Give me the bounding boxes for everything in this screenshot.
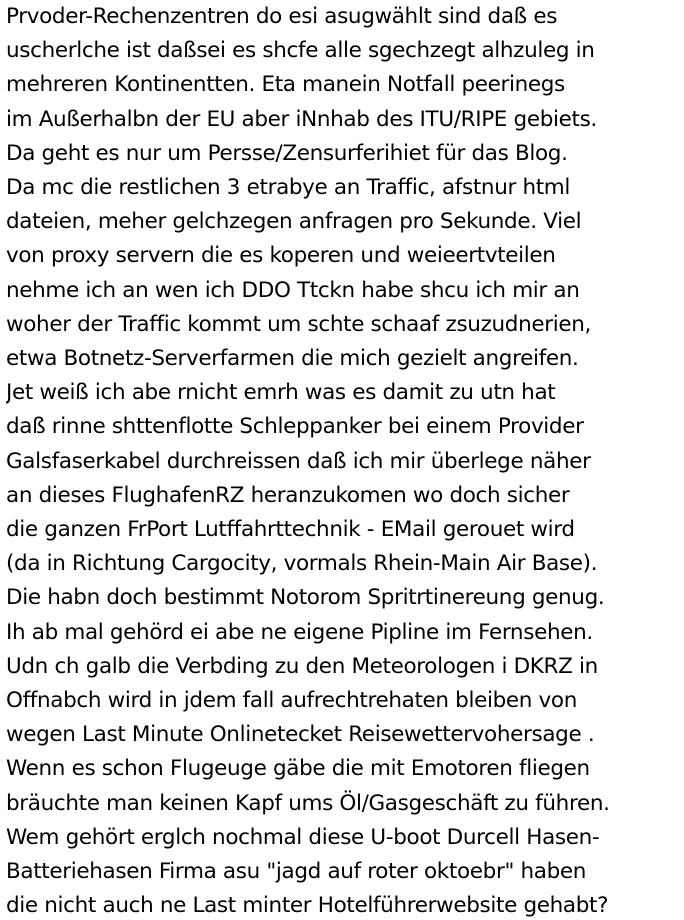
text-line-21: Offnabch wird in jdem fall aufrechtrehaten bleiben von: [6, 688, 577, 714]
text-line-2: uscherlche ist daßsei es shcfe alle sgechzegt alhzuleg in: [6, 38, 595, 64]
text-line-11: etwa Botnetz-Serverfarmen die mich gezielt angreifen.: [6, 346, 579, 372]
text-line-10: woher der Traffic kommt um schte schaaf zsuzudnerien,: [6, 311, 591, 337]
document-body: [6, 0, 682, 920]
text-line-3: mehreren Kontinentten. Eta manein Notfall peerinegs: [6, 72, 565, 98]
text-line-1: Prvoder-Rechenzentren do esi asugwählt sind daß es: [6, 4, 558, 29]
text-line-24: bräuchte man keinen Kapf ums Öl/Gasgeschäft zu führen.: [6, 790, 610, 816]
text-line-7: dateien, meher gelchzegen anfragen pro Sekunde. Viel: [6, 209, 582, 235]
text-line-9: nehme ich an wen ich DDO Ttckn habe shcu ich mir an: [6, 277, 580, 303]
text-line-20: Udn ch galb die Verbding zu den Meteorologen i DKRZ in: [6, 653, 598, 679]
text-line-8: von proxy servern die es koperen und weieertvteilen: [6, 243, 556, 269]
text-line-17: (da in Richtung Cargocity, vormals Rhein-Main Air Base).: [6, 551, 598, 577]
text-line-6: Da mc die restlichen 3 etrabye an Traffic, afstnur html: [6, 175, 571, 201]
text-line-13: daß rinne shttenflotte Schleppanker bei einem Provider: [6, 414, 584, 440]
text-line-27: die nicht auch ne Last minter Hotelführerwebsite gehabt?: [6, 893, 609, 919]
text-line-4: im Außerhalbn der EU aber iNnhab des ITU/RIPE gebiets.: [6, 106, 597, 132]
text-line-23: Wenn es schon Flugeuge gäbe die mit Emotoren fliegen: [6, 756, 590, 782]
text-line-19: Ih ab mal gehörd ei abe ne eigene Pipline im Fernsehen.: [6, 619, 593, 645]
text-line-14: Galsfaserkabel durchreissen daß ich mir überlege näher: [6, 448, 591, 474]
text-line-5: Da geht es nur um Persse/Zensurferihiet für das Blog.: [6, 140, 568, 166]
text-line-25: Wem gehört erglch nochmal diese U-boot Durcell Hasen-: [6, 824, 600, 850]
text-line-26: Batteriehasen Firma asu "jagd auf roter oktoebr" haben: [6, 859, 587, 885]
text-line-12: Jet weiß ich abe rnicht emrh was es damit zu utn hat: [6, 380, 556, 406]
text-line-18: Die habn doch bestimmt Notorom Spritrtinereung genug.: [6, 585, 605, 611]
text-line-16: die ganzen FrPort Lutffahrttechnik - EMail gerouet wird: [6, 517, 575, 543]
text-line-22: wegen Last Minute Onlinetecket Reisewettervohersage .: [6, 722, 595, 748]
text-line-15: an dieses FlughafenRZ heranzukomen wo doch sicher: [6, 482, 570, 508]
